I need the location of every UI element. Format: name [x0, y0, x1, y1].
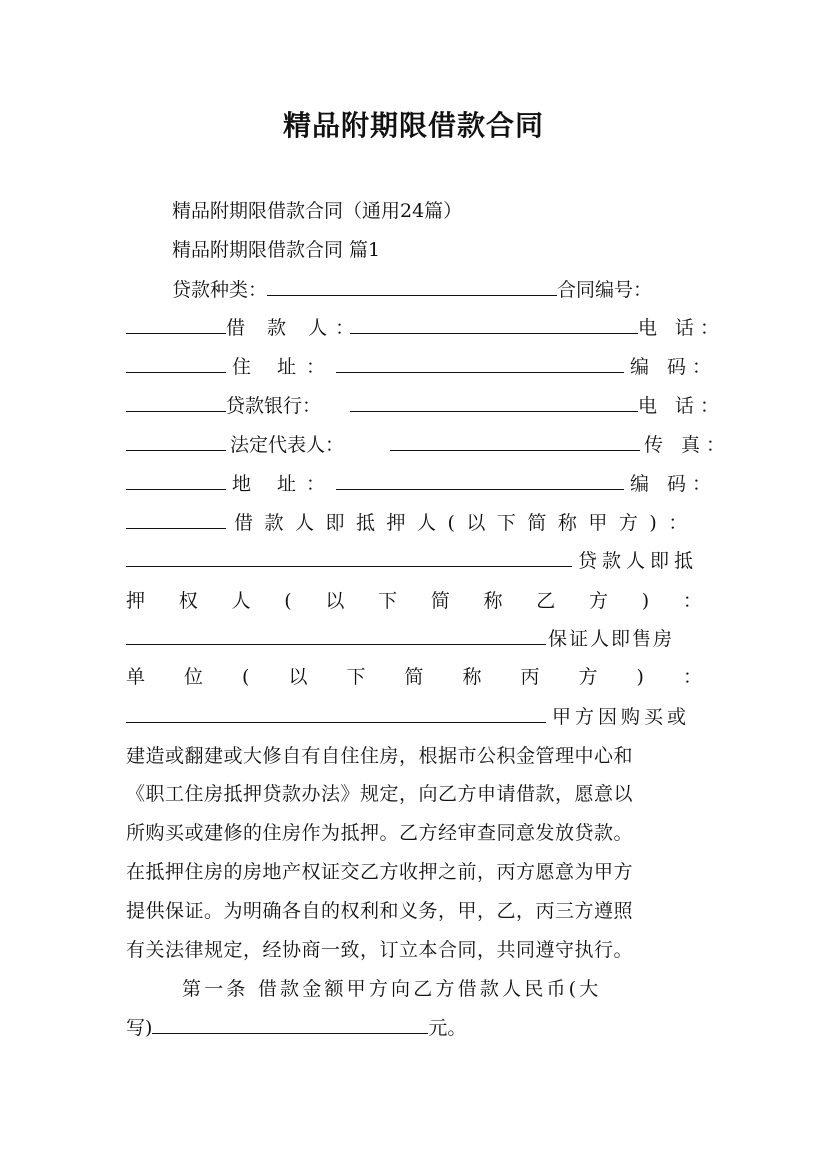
legal-rep-row	[126, 430, 732, 460]
document-subtitle: 精品附期限借款合同（通用24篇）	[172, 200, 463, 222]
amount-blank	[152, 1013, 428, 1034]
fax-blank	[126, 469, 226, 490]
postcode-blank-2	[126, 508, 226, 529]
party-a-row	[126, 508, 702, 538]
borrower-blank	[350, 313, 638, 334]
article-1-prefix: 写)	[126, 1017, 153, 1039]
postcode-label-2: 编 码：	[630, 473, 718, 495]
party-a-label: 借款人即抵押人(以下简称甲方)：	[234, 512, 699, 534]
party-c-blank	[126, 702, 546, 723]
party-c-row-2: 单 位 ( 以 下 简 称 丙 方 ) ：	[126, 666, 702, 688]
address-label: 住 址：	[232, 356, 336, 378]
loan-type-row	[172, 275, 702, 305]
party-b-row-1	[126, 546, 702, 576]
body-line: 《职工住房抵押贷款办法》规定，向乙方申请借款，愿意以	[126, 783, 634, 805]
party-c-label-1: 保证人即售房	[548, 628, 675, 650]
address-blank	[336, 352, 624, 373]
section-heading: 精品附期限借款合同 篇1	[172, 239, 381, 261]
lending-bank-label: 贷款银行：	[226, 395, 322, 417]
article-1-line-1: 第一条 借款金额甲方向乙方借款人民币(大	[182, 978, 602, 1000]
body-line: 在抵押住房的房地产权证交乙方收押之前，丙方愿意为甲方	[126, 861, 634, 883]
borrower-label: 借 款 人：	[226, 317, 363, 339]
bank-address-blank	[336, 469, 624, 490]
postcode-label: 编 码：	[630, 356, 718, 378]
bank-address-label: 地 址：	[232, 473, 336, 495]
party-b-label-1: 贷款人即抵	[578, 550, 699, 572]
article-1-line-2	[126, 1013, 702, 1043]
party-b-blank	[126, 624, 546, 645]
party-b-row-2: 押 权 人 ( 以 下 简 称 乙 方 ) ：	[126, 590, 702, 612]
party-a-blank	[126, 546, 572, 567]
document-title: 精品附期限借款合同	[282, 109, 544, 142]
party-c-row-1	[126, 624, 702, 654]
phone-label: 电 话：	[638, 317, 726, 339]
contract-no-label: 合同编号：	[557, 279, 653, 301]
address-row	[126, 352, 718, 382]
body-line: 提供保证。为明确各自的权利和义务，甲，乙，丙三方遵照	[126, 900, 634, 922]
phone-blank-2	[126, 430, 226, 451]
article-1-suffix: 元。	[428, 1017, 467, 1039]
phone-blank	[126, 352, 226, 373]
body-line: 建造或翻建或大修自有自住住房，根据市公积金管理中心和	[126, 745, 634, 767]
phone-label-2: 电 话：	[638, 395, 726, 417]
contract-no-blank	[126, 313, 226, 334]
bank-address-row	[126, 469, 718, 499]
lending-bank-blank	[350, 391, 638, 412]
loan-type-label: 贷款种类：	[172, 279, 268, 301]
lending-bank-row	[126, 391, 726, 421]
legal-rep-blank	[390, 430, 640, 451]
borrower-row	[126, 313, 726, 343]
body-start: 甲方因购买或	[552, 706, 691, 728]
postcode-blank	[126, 391, 226, 412]
legal-rep-label: 法定代表人：	[230, 434, 345, 456]
body-line: 所购买或建修的住房作为抵押。乙方经审查同意发放贷款。	[126, 822, 634, 844]
body-line: 有关法律规定，经协商一致，订立本合同，共同遵守执行。	[126, 939, 634, 961]
loan-type-blank	[267, 275, 557, 296]
body-start-row	[126, 702, 702, 732]
fax-label: 传 真：	[644, 434, 732, 456]
